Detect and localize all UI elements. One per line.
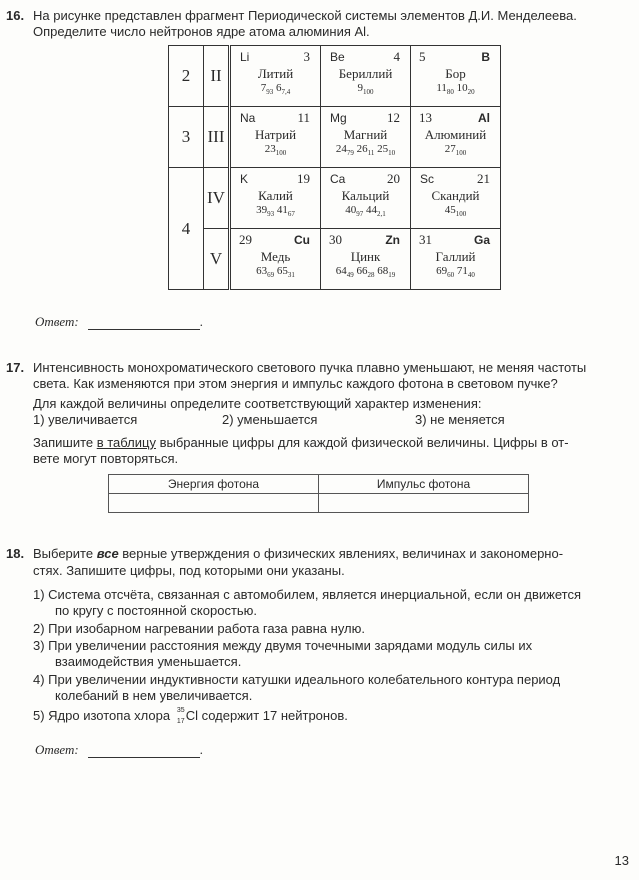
atomic-number: 29	[239, 232, 252, 247]
isotope: $27_{100}$	[444, 143, 467, 158]
period-cell: 3	[169, 107, 204, 168]
element-cell	[321, 229, 411, 290]
element-symbol: Ca	[330, 172, 346, 186]
element-symbol: Cu	[294, 233, 310, 247]
isotope-list	[321, 143, 410, 157]
row-cell: V	[204, 229, 230, 290]
column-header: Энергия фотона	[109, 475, 319, 494]
question-text: На рисунке представлен фрагмент Периодической системы элементов Д.И. Менделеева.	[33, 8, 577, 23]
period-cell: 4	[169, 168, 204, 290]
isotope-list	[411, 265, 500, 279]
element-cell	[411, 46, 501, 107]
statement-3-cont: взаимодействия уменьшается.	[55, 654, 242, 669]
question-text: вете могут повторяться.	[33, 451, 179, 466]
isotope: $69_{60}$	[436, 265, 455, 280]
element-cell	[411, 107, 501, 168]
isotope-list	[321, 82, 410, 96]
row-cell: III	[204, 107, 230, 168]
isotope: $68_{19}$	[377, 265, 396, 280]
isotope: $24_{79}$	[335, 143, 354, 158]
statement-3: 3) При увеличении расстояния между двумя точечными зарядами модуль силы их	[33, 638, 533, 653]
element-symbol: B	[481, 50, 490, 64]
element-symbol: K	[240, 172, 249, 186]
answer-label: Ответ:	[35, 314, 79, 329]
text-fragment: верные утверждения о физических явлениях, величинах и закономерно-	[118, 546, 564, 561]
atomic-number: 30	[329, 232, 342, 247]
isotope: $45_{100}$	[444, 204, 467, 219]
isotope: $65_{31}$	[276, 265, 295, 280]
option-2: 2) уменьшается	[222, 412, 318, 427]
element-cell	[230, 107, 321, 168]
question-text: Интенсивность монохроматического светового пучка плавно уменьшают, не меняя частоты	[33, 360, 587, 375]
question-number: 18.	[6, 546, 25, 561]
element-cell	[411, 168, 501, 229]
isotope: $39_{93}$	[256, 204, 275, 219]
element-symbol: Mg	[330, 111, 347, 125]
text-fragment: в таблицу	[96, 435, 156, 450]
element-cell	[230, 168, 321, 229]
statement-2: 2) При изобарном нагревании работа газа равна нулю.	[33, 621, 365, 636]
question-text	[33, 435, 569, 451]
atomic-number: 21	[477, 171, 490, 186]
atomic-number: 13	[419, 110, 432, 125]
element-symbol: Na	[240, 111, 256, 125]
isotope: $40_{97}$	[345, 204, 364, 219]
isotope: $25_{10}$	[377, 143, 396, 158]
answer-line-18: Ответ: .	[35, 742, 204, 757]
isotope-list	[231, 143, 320, 157]
atomic-number: 20	[387, 171, 400, 186]
element-symbol: Li	[240, 50, 250, 64]
page-number: 13	[614, 853, 629, 868]
text-fragment: 5) Ядро изотопа хлора	[33, 708, 174, 723]
isotope-list	[321, 204, 410, 218]
element-name: Скандий	[431, 188, 480, 203]
isotope-list	[231, 204, 320, 218]
isotope-list	[321, 265, 410, 279]
element-name: Калий	[258, 188, 293, 203]
isotope-mass-number: 35	[176, 707, 185, 714]
isotope-atomic-number: 17	[176, 718, 185, 725]
text-fragment: все	[96, 546, 119, 561]
element-symbol: Al	[478, 111, 490, 125]
isotope: $66_{28}$	[356, 265, 375, 280]
answer-table-17	[108, 474, 529, 513]
column-header: Импульс фотона	[319, 475, 529, 494]
text-fragment: выбранные цифры для каждой физической величины. Цифры в от-	[155, 435, 569, 450]
isotope-list	[231, 265, 320, 279]
question-text	[33, 546, 563, 562]
statement-4: 4) При увеличении индуктивности катушки идеального колебательного контура период	[33, 672, 561, 687]
element-cell	[321, 168, 411, 229]
answer-line-16: Ответ: .	[35, 314, 204, 329]
question-text: Для каждой величины определите соответствующий характер изменения:	[33, 396, 482, 411]
isotope: $41_{67}$	[276, 204, 295, 219]
isotope: $11_{80}$	[436, 82, 454, 97]
element-name: Литий	[257, 66, 294, 81]
element-name: Кальций	[341, 188, 390, 203]
question-text: света. Как изменяются при этом энергия и импульс каждого фотона в световом пучке?	[33, 376, 558, 391]
element-name: Бор	[445, 66, 466, 81]
isotope: $71_{40}$	[456, 265, 475, 280]
element-name: Натрий	[254, 127, 297, 142]
period-cell: 2	[169, 46, 204, 107]
isotope: $6_{7,4}$	[276, 82, 291, 97]
atomic-number: 5	[419, 49, 426, 64]
element-symbol: Be	[330, 50, 345, 64]
question-text: Определите число нейтронов ядре атома алюминия Al.	[33, 24, 370, 39]
option-1: 1) увеличивается	[33, 412, 138, 427]
isotope-list	[411, 204, 500, 218]
element-cell	[321, 107, 411, 168]
isotope: $7_{93}$	[260, 82, 274, 97]
question-text: стях. Запишите цифры, под которыми они указаны.	[33, 563, 345, 578]
row-cell: II	[204, 46, 230, 107]
statement-4-cont: колебаний в нем увеличивается.	[55, 688, 253, 703]
isotope: $63_{69}$	[256, 265, 275, 280]
element-cell	[321, 46, 411, 107]
answer-cell[interactable]	[109, 494, 319, 513]
isotope-symbol: Cl	[185, 708, 198, 723]
question-number: 17.	[6, 360, 25, 375]
element-name: Алюминий	[424, 127, 487, 142]
answer-label: Ответ:	[35, 742, 79, 757]
isotope: $10_{20}$	[456, 82, 475, 97]
atomic-number: 4	[393, 49, 400, 64]
isotope: $64_{49}$	[335, 265, 354, 280]
periodic-table-fragment	[168, 45, 501, 290]
text-fragment: Выберите	[33, 546, 97, 561]
element-symbol: Zn	[385, 233, 400, 247]
isotope-list	[411, 143, 500, 157]
element-name: Медь	[260, 249, 291, 264]
question-number: 16.	[6, 8, 25, 23]
element-symbol: Ga	[473, 233, 490, 247]
element-name: Галлий	[435, 249, 476, 264]
isotope-list	[411, 82, 500, 96]
answer-field[interactable]	[88, 329, 200, 330]
atomic-number: 11	[297, 110, 310, 125]
element-cell	[230, 46, 321, 107]
atomic-number: 3	[303, 49, 310, 64]
atomic-number: 31	[419, 232, 432, 247]
statement-1-cont: по кругу с постоянной скоростью.	[55, 603, 258, 618]
isotope: $23_{100}$	[264, 143, 287, 158]
option-3: 3) не меняется	[415, 412, 505, 427]
isotope: $44_{2,1}$	[366, 204, 386, 219]
element-cell	[411, 229, 501, 290]
element-name: Магний	[343, 127, 388, 142]
isotope: $9_{100}$	[357, 82, 374, 97]
statement-1: 1) Система отсчёта, связанная с автомобилем, является инерциальной, если он движется	[33, 587, 582, 602]
element-name: Цинк	[350, 249, 381, 264]
text-fragment: Запишите	[33, 435, 97, 450]
element-symbol: Sc	[420, 172, 435, 186]
answer-field[interactable]	[88, 757, 200, 758]
isotope: $26_{11}$	[356, 143, 375, 158]
row-cell: IV	[204, 168, 230, 229]
atomic-number: 19	[297, 171, 310, 186]
text-fragment: содержит 17 нейтронов.	[197, 708, 348, 723]
element-name: Бериллий	[338, 66, 393, 81]
statement-5	[33, 708, 348, 724]
element-cell	[230, 229, 321, 290]
atomic-number: 12	[387, 110, 400, 125]
isotope-list	[231, 82, 320, 96]
answer-cell[interactable]	[319, 494, 529, 513]
